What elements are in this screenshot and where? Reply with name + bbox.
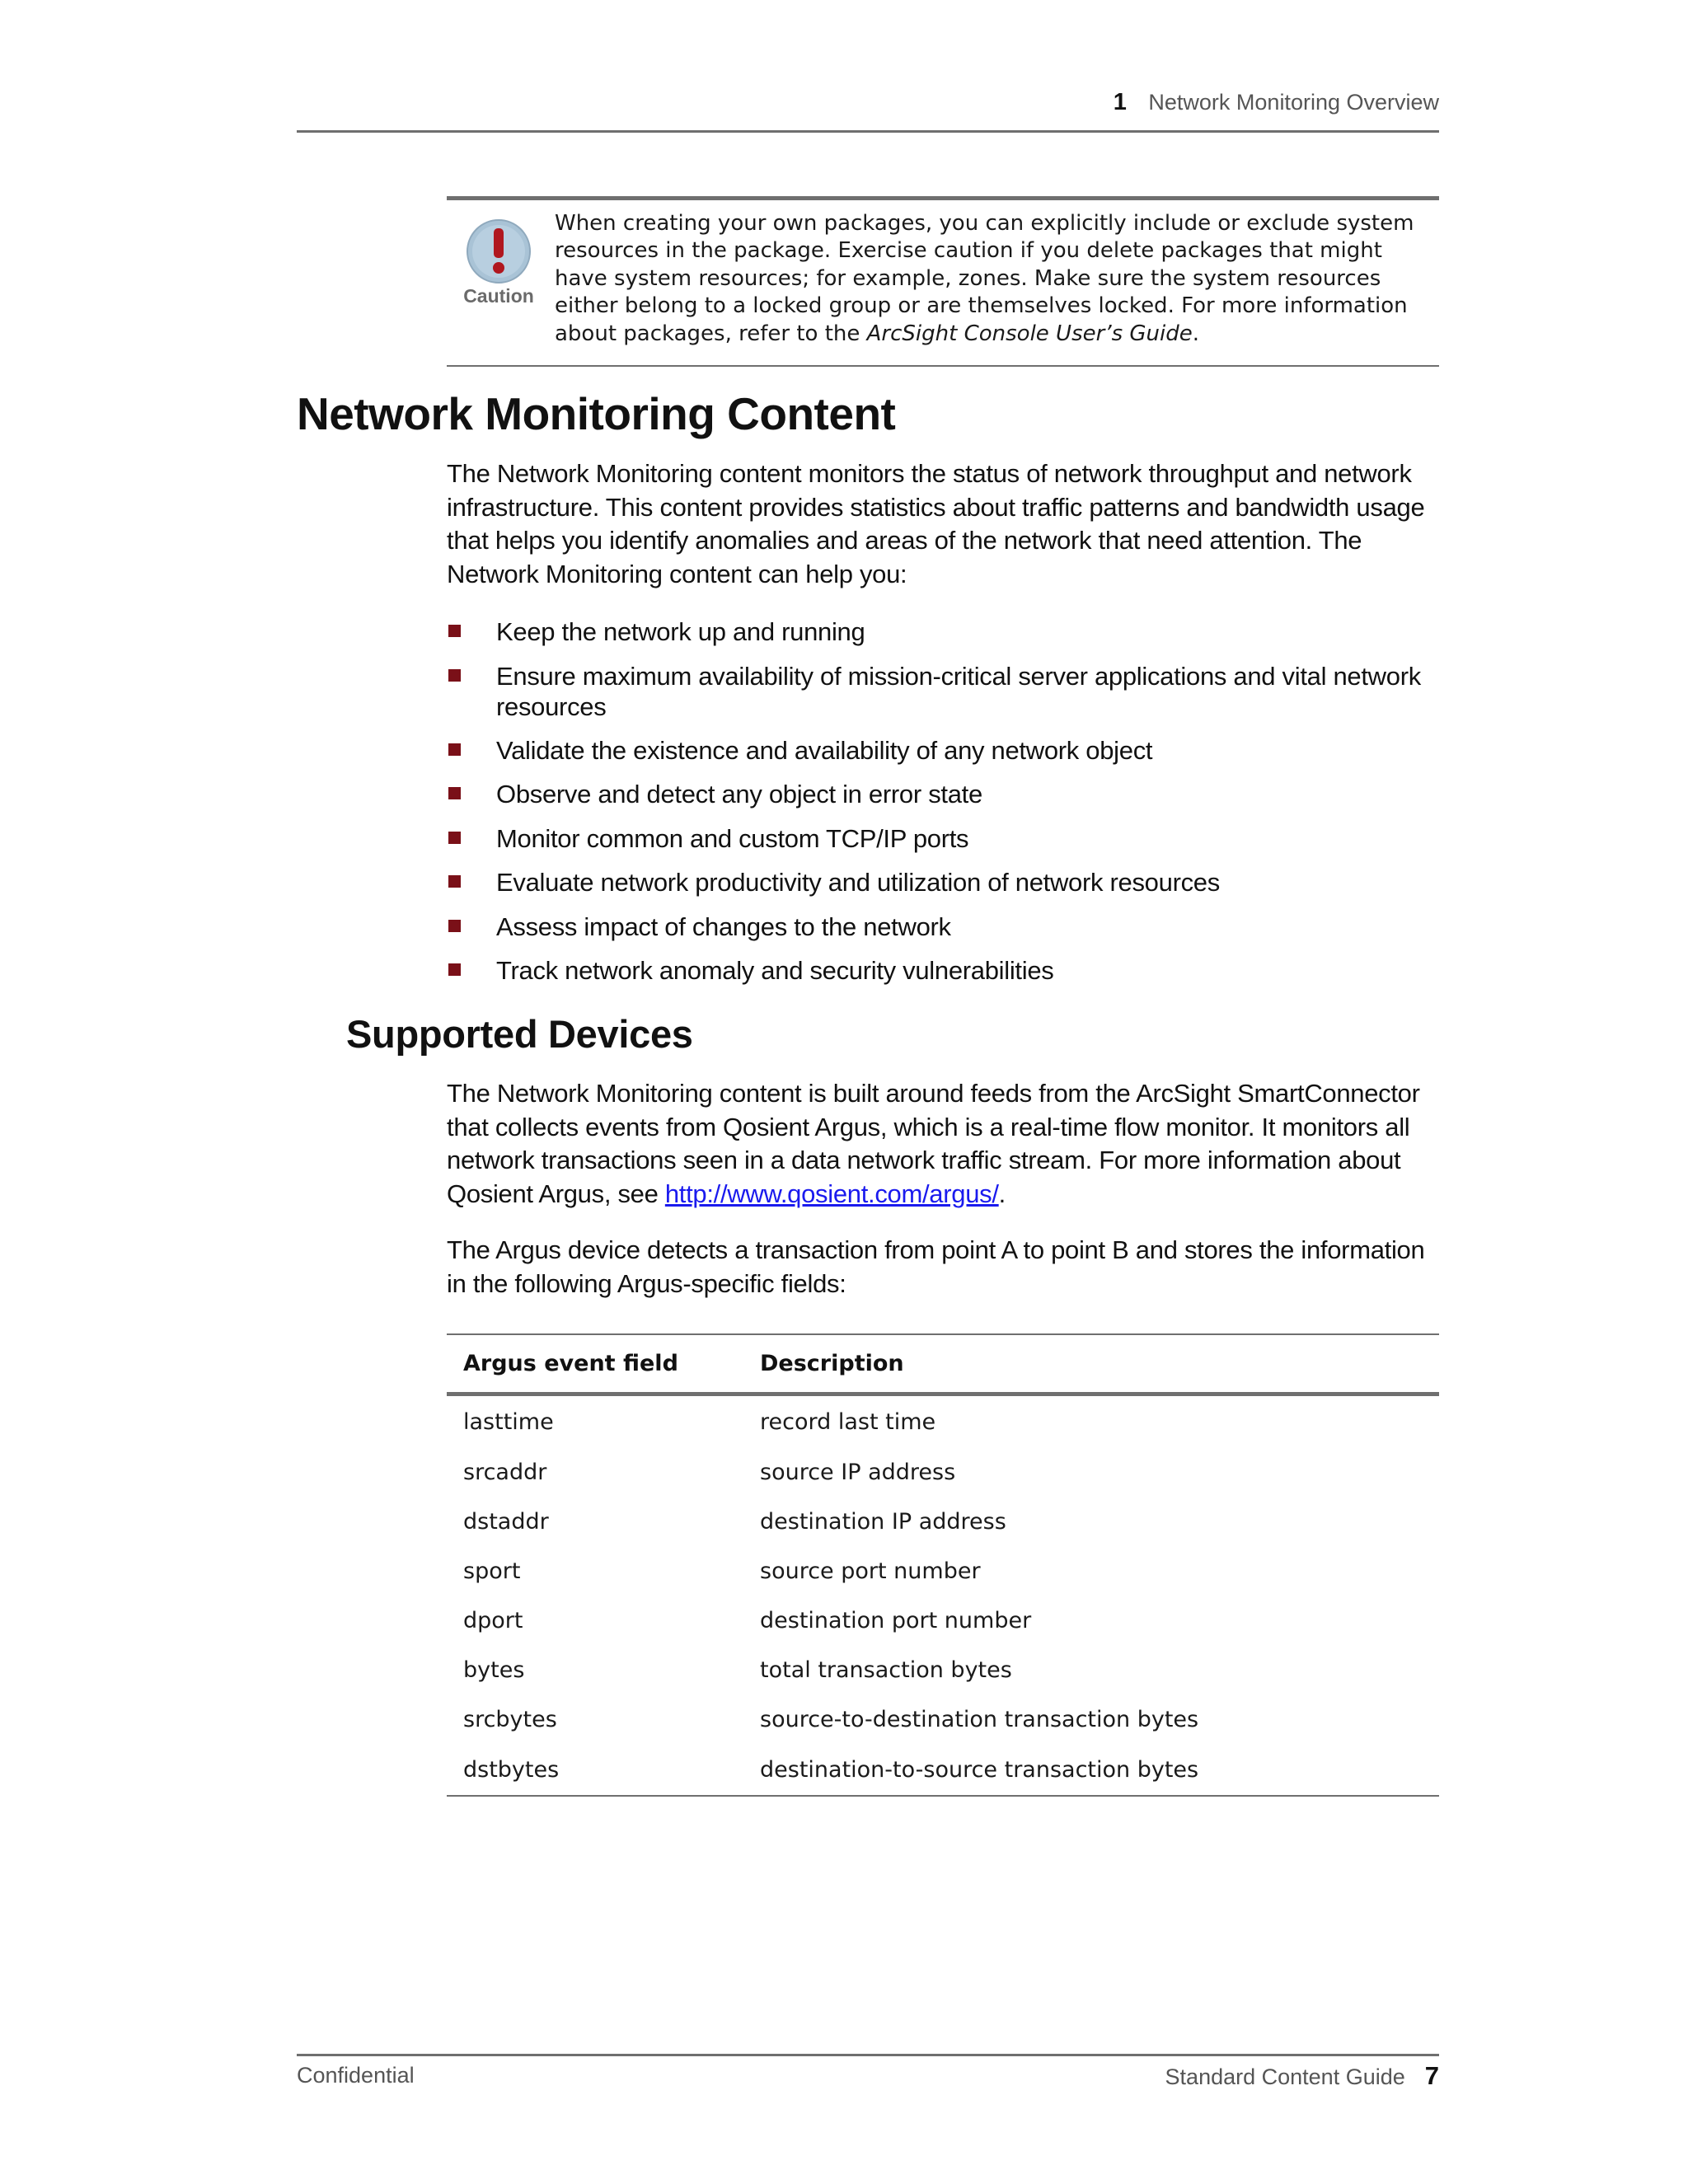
list-item: Ensure maximum availability of mission-critical server applications and vital network resources: [447, 661, 1444, 722]
page-number: 7: [1424, 2061, 1439, 2090]
description-cell: source port number: [760, 1558, 981, 1584]
table-row: [447, 1744, 1439, 1796]
table-row: [447, 1394, 1439, 1448]
confidential-label: Confidential: [297, 2063, 415, 2088]
caution-icon: [453, 217, 544, 307]
section-intro: The Network Monitoring content monitors the status of network throughput and network infrastructure. This content provides statistics about traffic patterns and bandwidth usage that helps you identify anomalies and areas of the network that need attention. The Network Monitoring content can help you:: [447, 459, 1425, 588]
guide-title: ArcSight Console User’s Guide: [866, 321, 1193, 346]
description-cell: record last time: [760, 1408, 936, 1435]
field-cell: srcaddr: [463, 1459, 547, 1485]
table-row: [447, 1447, 1439, 1497]
bullet-square-icon: [448, 875, 461, 888]
argus-fields-table: [447, 1333, 1439, 1797]
column-header-field: Argus event field: [447, 1334, 743, 1394]
table-row: [447, 1546, 1439, 1596]
table-row: [447, 1645, 1439, 1694]
bullet-square-icon: [448, 743, 461, 756]
list-item: Assess impact of changes to the network: [447, 912, 1444, 942]
list-item: Keep the network up and running: [447, 616, 1444, 647]
list-item: Monitor common and custom TCP/IP ports: [447, 823, 1444, 854]
page-footer: [297, 2054, 1439, 2097]
field-cell: dstbytes: [463, 1756, 560, 1783]
bullet-square-icon: [448, 787, 461, 799]
field-cell: srcbytes: [463, 1706, 557, 1732]
description-cell: source-to-destination transaction bytes: [760, 1706, 1199, 1732]
supported-devices-paragraph: The Network Monitoring content is built around feeds from the ArcSight SmartConnector that collects events from Qosient Argus, which is a real-time flow monitor. It monitors all network transactions seen in a data network traffic stream. For more information about Qosient Argus, see http://www.qosient.com/argus/.: [447, 1079, 1420, 1208]
field-cell: dstaddr: [463, 1508, 549, 1535]
table-row: [447, 1497, 1439, 1546]
table-row: [447, 1694, 1439, 1744]
list-item: Observe and detect any object in error state: [447, 779, 1444, 809]
bullet-square-icon: [448, 920, 461, 932]
argus-fields-paragraph: The Argus device detects a transaction from point A to point B and stores the information in the following Argus-specific fields:: [447, 1235, 1425, 1298]
field-cell: sport: [463, 1558, 521, 1584]
guide-name: Standard Content Guide: [1165, 2064, 1405, 2089]
bullet-square-icon: [448, 963, 461, 976]
table-header-row: [447, 1334, 1439, 1394]
chapter-title: Network Monitoring Overview: [1148, 90, 1439, 115]
caution-text: When creating your own packages, you can explicitly include or exclude system resources in the package. Exercise caution if you delete packages that might have system resources; for example, zones. Make sure the system resources either belong to a locked group or are themselves locked. For more information about packages, refer to the ArcSight Console User’s Guide.: [555, 211, 1414, 346]
table-row: [447, 1596, 1439, 1645]
description-cell: destination IP address: [760, 1508, 1006, 1535]
footer-right: [1165, 2061, 1439, 2091]
bullet-square-icon: [448, 625, 461, 637]
list-item: Validate the existence and availability of any network object: [447, 735, 1444, 766]
field-cell: dport: [463, 1607, 523, 1633]
qosient-argus-link[interactable]: http://www.qosient.com/argus/: [664, 1179, 999, 1208]
description-cell: destination-to-source transaction bytes: [760, 1756, 1199, 1783]
capability-list: [447, 616, 1444, 1000]
chapter-number: 1: [1113, 89, 1127, 115]
field-cell: lasttime: [463, 1408, 554, 1435]
field-cell: bytes: [463, 1657, 525, 1683]
subsection-title: Supported Devices: [346, 1012, 693, 1056]
column-header-description: Description: [743, 1334, 1439, 1394]
caution-icon-label: Caution: [463, 285, 534, 307]
page-header: [297, 89, 1439, 133]
description-cell: source IP address: [760, 1459, 956, 1485]
list-item: Evaluate network productivity and utilization of network resources: [447, 867, 1444, 898]
bullet-square-icon: [448, 832, 461, 844]
section-title: Network Monitoring Content: [297, 388, 896, 439]
description-cell: destination port number: [760, 1607, 1032, 1633]
caution-callout: [447, 196, 1439, 367]
bullet-square-icon: [448, 669, 461, 682]
description-cell: total transaction bytes: [760, 1657, 1012, 1683]
list-item: Track network anomaly and security vulnerabilities: [447, 955, 1444, 986]
